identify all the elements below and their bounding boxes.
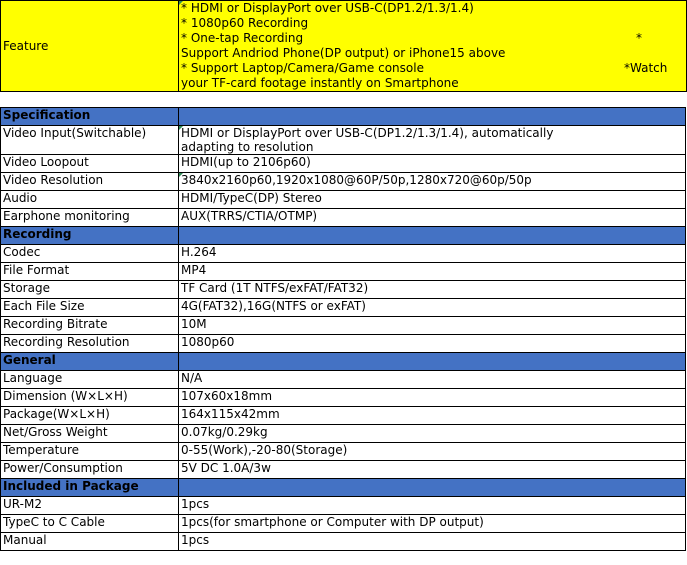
table-row <box>1 317 686 335</box>
section-header-row <box>1 108 686 126</box>
comment-marker-icon <box>179 126 183 130</box>
row-label: Video Resolution <box>1 173 179 191</box>
row-label: Net/Gross Weight <box>1 425 179 443</box>
table-row <box>1 497 686 515</box>
section-header-fill <box>179 108 686 126</box>
table-row <box>1 389 686 407</box>
comment-marker-icon <box>179 173 183 177</box>
feature-line: * HDMI or DisplayPort over USB-C(DP1.2/1.3/1.4) <box>181 1 474 15</box>
row-value: TF Card (1T NTFS/exFAT/FAT32) <box>179 281 686 299</box>
row-value: MP4 <box>179 263 686 281</box>
table-row <box>1 173 686 191</box>
row-label: TypeC to C Cable <box>1 515 179 533</box>
row-value: 1pcs <box>179 497 686 515</box>
table-row <box>1 209 686 227</box>
row-value: H.264 <box>179 245 686 263</box>
row-label: Video Input(Switchable) <box>1 126 179 155</box>
row-value: 5V DC 1.0A/3w <box>179 461 686 479</box>
section-header-fill <box>179 227 686 245</box>
section-header-row <box>1 353 686 371</box>
section-title: Recording <box>1 227 179 245</box>
table-row <box>1 443 686 461</box>
row-value: 1pcs(for smartphone or Computer with DP output) <box>179 515 686 533</box>
row-label: Video Loopout <box>1 155 179 173</box>
row-label: Each File Size <box>1 299 179 317</box>
section-header-row <box>1 479 686 497</box>
row-label: Dimension (W×L×H) <box>1 389 179 407</box>
table-row <box>1 281 686 299</box>
row-value: HDMI/TypeC(DP) Stereo <box>179 191 686 209</box>
feature-line-text: * One-tap Recording <box>181 31 304 45</box>
row-value: HDMI or DisplayPort over USB-C(DP1.2/1.3/1.4), automatically adapting to resolution <box>179 126 686 155</box>
row-label: Storage <box>1 281 179 299</box>
table-row <box>1 335 686 353</box>
row-value: 0-55(Work),-20-80(Storage) <box>179 443 686 461</box>
row-label: Manual <box>1 533 179 551</box>
row-label: Codec <box>1 245 179 263</box>
feature-line-text: * Support Laptop/Camera/Game console <box>181 61 424 75</box>
table-row <box>1 299 686 317</box>
table-row <box>1 425 686 443</box>
row-value: 4G(FAT32),16G(NTFS or exFAT) <box>179 299 686 317</box>
table-row <box>1 533 686 551</box>
table-row <box>1 263 686 281</box>
section-title: Included in Package <box>1 479 179 497</box>
row-value: AUX(TRRS/CTIA/OTMP) <box>179 209 686 227</box>
row-value: 10M <box>179 317 686 335</box>
section-title: Specification <box>1 108 179 126</box>
section-title: General <box>1 353 179 371</box>
feature-row <box>1 1 687 92</box>
row-label: Language <box>1 371 179 389</box>
table-row <box>1 245 686 263</box>
table-row <box>1 371 686 389</box>
row-label: File Format <box>1 263 179 281</box>
feature-value <box>179 1 687 92</box>
row-value: 164x115x42mm <box>179 407 686 425</box>
table-row <box>1 126 686 155</box>
row-label: UR-M2 <box>1 497 179 515</box>
table-row <box>1 191 686 209</box>
row-value: 1pcs <box>179 533 686 551</box>
feature-table <box>0 0 687 92</box>
table-row <box>1 407 686 425</box>
table-row <box>1 461 686 479</box>
row-value: 0.07kg/0.29kg <box>179 425 686 443</box>
spec-table <box>0 107 686 551</box>
row-label: Recording Bitrate <box>1 317 179 335</box>
row-label: Audio <box>1 191 179 209</box>
section-header-fill <box>179 479 686 497</box>
feature-line: * 1080p60 Recording <box>181 16 309 30</box>
table-row <box>1 515 686 533</box>
spec-body <box>1 108 686 551</box>
row-value: 1080p60 <box>179 335 686 353</box>
feature-line: Support Andriod Phone(DP output) or iPhone15 above <box>181 46 506 60</box>
feature-line <box>181 61 684 76</box>
row-label: Power/Consumption <box>1 461 179 479</box>
feature-line <box>181 31 684 46</box>
row-value: N/A <box>179 371 686 389</box>
section-header-fill <box>179 353 686 371</box>
feature-line-right: * <box>636 31 642 45</box>
row-value: 107x60x18mm <box>179 389 686 407</box>
row-value: 3840x2160p60,1920x1080@60P/50p,1280x720@60p/50p <box>179 173 686 191</box>
row-value: HDMI(up to 2106p60) <box>179 155 686 173</box>
table-row <box>1 155 686 173</box>
row-label: Package(W×L×H) <box>1 407 179 425</box>
section-header-row <box>1 227 686 245</box>
row-label: Earphone monitoring <box>1 209 179 227</box>
feature-line: your TF-card footage instantly on Smartphone <box>181 76 459 90</box>
feature-line-right: *Watch <box>624 61 668 75</box>
feature-label: Feature <box>1 1 179 92</box>
row-label: Recording Resolution <box>1 335 179 353</box>
row-label: Temperature <box>1 443 179 461</box>
